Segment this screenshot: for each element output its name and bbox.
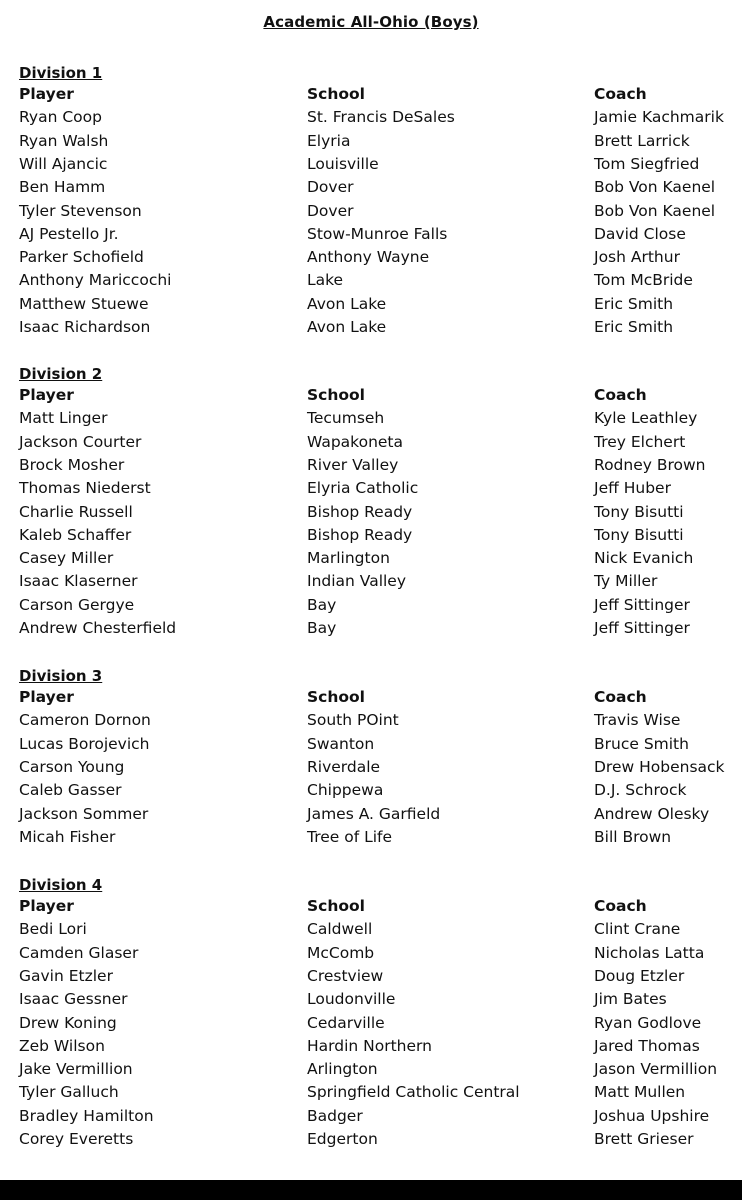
table-row — [0, 454, 742, 477]
player-cell: Ryan Coop — [19, 108, 102, 127]
school-cell: Badger — [307, 1106, 363, 1125]
table-row — [0, 942, 742, 965]
player-cell: Corey Everetts — [19, 1130, 134, 1148]
player-cell: Drew Koning — [19, 1013, 117, 1032]
table-row — [0, 1035, 742, 1058]
coach-cell: Eric Smith — [594, 294, 674, 313]
column-header-coach: Coach — [594, 386, 647, 404]
school-cell: Arlington — [307, 1060, 378, 1079]
column-header-school: School — [307, 85, 365, 103]
player-cell: Charlie Russell — [19, 502, 133, 521]
coach-cell: Tony Bisutti — [594, 525, 684, 544]
player-cell: Lucas Borojevich — [19, 734, 150, 753]
player-cell: Tyler Galluch — [19, 1083, 119, 1102]
school-cell: Crestview — [307, 966, 384, 985]
school-cell: Dover — [307, 201, 354, 220]
table-row — [0, 407, 742, 430]
table-row — [0, 988, 742, 1011]
table-row — [0, 594, 742, 617]
school-cell: Hardin Northern — [307, 1036, 432, 1055]
coach-cell: Jeff Sittinger — [594, 595, 690, 614]
player-cell: Gavin Etzler — [19, 966, 113, 985]
table-row — [0, 316, 742, 339]
player-cell: Cameron Dornon — [19, 711, 151, 730]
table-row — [0, 1058, 742, 1081]
player-cell: Matthew Stuewe — [19, 294, 149, 313]
table-row — [0, 709, 742, 732]
column-header-school: School — [307, 897, 365, 915]
column-header-player: Player — [19, 85, 74, 103]
column-header-row — [0, 895, 742, 918]
school-cell: Loudonville — [307, 990, 396, 1009]
table-row — [0, 176, 742, 199]
coach-cell: Brett Larrick — [594, 131, 690, 150]
table-row — [0, 501, 742, 524]
table-row — [0, 153, 742, 176]
table-row — [0, 1012, 742, 1035]
player-cell: Matt Linger — [19, 409, 108, 428]
table-row — [0, 1128, 742, 1151]
division-label: Division 4 — [19, 876, 103, 894]
column-header-row — [0, 83, 742, 106]
player-cell: Micah Fisher — [19, 827, 116, 846]
table-row — [0, 918, 742, 941]
coach-cell: Tom Siegfried — [594, 154, 700, 173]
coach-cell: Bob Von Kaenel — [594, 201, 716, 220]
player-cell: Tyler Stevenson — [19, 201, 142, 220]
table-row — [0, 269, 742, 292]
school-cell: Cedarville — [307, 1013, 385, 1032]
school-cell: Avon Lake — [307, 318, 387, 336]
coach-cell: Ty Miller — [594, 572, 658, 591]
school-cell: Tecumseh — [307, 409, 385, 428]
coach-cell: Jamie Kachmarik — [594, 108, 724, 127]
school-cell: Tree of Life — [307, 827, 393, 846]
coach-cell: Nicholas Latta — [594, 943, 705, 962]
school-cell: Dover — [307, 178, 354, 197]
column-header-player: Player — [19, 897, 74, 915]
division-label: Division 2 — [19, 365, 103, 383]
table-row — [0, 756, 742, 779]
table-row — [0, 617, 742, 640]
player-cell: Jackson Sommer — [19, 804, 149, 823]
coach-cell: Eric Smith — [594, 318, 674, 336]
school-cell: Swanton — [307, 734, 375, 753]
player-cell: Isaac Richardson — [19, 318, 151, 336]
column-header-player: Player — [19, 386, 74, 404]
table-row — [0, 477, 742, 500]
coach-cell: Clint Crane — [594, 920, 681, 939]
school-cell: Elyria Catholic — [307, 479, 419, 498]
table-row — [0, 547, 742, 570]
player-cell: Isaac Klaserner — [19, 572, 138, 591]
player-cell: Bradley Hamilton — [19, 1106, 154, 1125]
player-cell: Isaac Gessner — [19, 990, 128, 1009]
coach-cell: Bob Von Kaenel — [594, 178, 716, 197]
division-label: Division 1 — [19, 64, 103, 82]
table-row — [0, 1081, 742, 1104]
school-cell: Bishop Ready — [307, 525, 413, 544]
table-row — [0, 106, 742, 129]
table-row — [0, 524, 742, 547]
coach-cell: Trey Elchert — [594, 432, 686, 451]
bottom-black-bar — [0, 1180, 742, 1200]
player-cell: Ben Hamm — [19, 178, 106, 197]
school-cell: River Valley — [307, 455, 399, 474]
coach-cell: Nick Evanich — [594, 549, 694, 568]
player-cell: Zeb Wilson — [19, 1036, 105, 1055]
school-cell: Elyria — [307, 131, 351, 150]
coach-cell: Drew Hobensack — [594, 757, 725, 776]
coach-cell: Jim Bates — [594, 990, 667, 1009]
document-title: Academic All-Ohio (Boys) — [263, 13, 479, 31]
school-cell: McComb — [307, 943, 375, 962]
school-cell: Chippewa — [307, 781, 384, 800]
player-cell: Parker Schofield — [19, 248, 144, 267]
table-row — [0, 733, 742, 756]
coach-cell: Tom McBride — [594, 271, 693, 290]
school-cell: Wapakoneta — [307, 432, 404, 451]
coach-cell: Travis Wise — [594, 711, 681, 730]
school-cell: South POint — [307, 711, 399, 730]
player-cell: Anthony Mariccochi — [19, 271, 172, 290]
player-cell: Carson Gergye — [19, 595, 135, 614]
table-row — [0, 965, 742, 988]
player-cell: Brock Mosher — [19, 455, 125, 474]
column-header-school: School — [307, 386, 365, 404]
school-cell: Springfield Catholic Central — [307, 1083, 520, 1102]
column-header-school: School — [307, 688, 365, 706]
column-header-player: Player — [19, 688, 74, 706]
table-row — [0, 803, 742, 826]
player-cell: Thomas Niederst — [19, 479, 151, 498]
school-cell: Bay — [307, 619, 337, 637]
player-cell: Jackson Courter — [19, 432, 142, 451]
table-row — [0, 779, 742, 802]
player-cell: Andrew Chesterfield — [19, 619, 177, 637]
column-header-row — [0, 384, 742, 407]
coach-cell: Andrew Olesky — [594, 804, 710, 823]
school-cell: St. Francis DeSales — [307, 108, 455, 127]
table-row — [0, 223, 742, 246]
player-cell: Will Ajancic — [19, 154, 108, 173]
school-cell: Stow-Munroe Falls — [307, 224, 448, 243]
coach-cell: Kyle Leathley — [594, 409, 698, 428]
coach-cell: Doug Etzler — [594, 966, 685, 985]
table-row — [0, 431, 742, 454]
division-label: Division 3 — [19, 667, 103, 685]
coach-cell: D.J. Schrock — [594, 781, 687, 800]
player-cell: Ryan Walsh — [19, 131, 109, 150]
player-cell: Caleb Gasser — [19, 781, 122, 800]
coach-cell: David Close — [594, 224, 686, 243]
coach-cell: Joshua Upshire — [594, 1106, 710, 1125]
school-cell: Lake — [307, 271, 344, 290]
school-cell: Edgerton — [307, 1130, 378, 1148]
coach-cell: Brett Grieser — [594, 1130, 694, 1148]
table-row — [0, 1105, 742, 1128]
coach-cell: Ryan Godlove — [594, 1013, 702, 1032]
player-cell: Jake Vermillion — [19, 1060, 133, 1079]
school-cell: Indian Valley — [307, 572, 407, 591]
school-cell: Bay — [307, 595, 337, 614]
player-cell: Casey Miller — [19, 549, 114, 568]
school-cell: Caldwell — [307, 920, 373, 939]
player-cell: Carson Young — [19, 757, 125, 776]
player-cell: Camden Glaser — [19, 943, 139, 962]
school-cell: Louisville — [307, 154, 379, 173]
coach-cell: Rodney Brown — [594, 455, 706, 474]
coach-cell: Matt Mullen — [594, 1083, 686, 1102]
player-cell: Kaleb Schaffer — [19, 525, 132, 544]
coach-cell: Josh Arthur — [594, 248, 680, 267]
table-row — [0, 246, 742, 269]
table-row — [0, 826, 742, 849]
coach-cell: Jeff Sittinger — [594, 619, 690, 637]
player-cell: AJ Pestello Jr. — [19, 224, 119, 243]
coach-cell: Jared Thomas — [594, 1036, 700, 1055]
table-row — [0, 130, 742, 153]
coach-cell: Bruce Smith — [594, 734, 689, 753]
table-row — [0, 570, 742, 593]
school-cell: James A. Garfield — [307, 804, 441, 823]
table-row — [0, 293, 742, 316]
column-header-coach: Coach — [594, 897, 647, 915]
table-row — [0, 200, 742, 223]
school-cell: Riverdale — [307, 757, 381, 776]
column-header-coach: Coach — [594, 85, 647, 103]
school-cell: Anthony Wayne — [307, 248, 430, 267]
school-cell: Bishop Ready — [307, 502, 413, 521]
school-cell: Marlington — [307, 549, 390, 568]
column-header-row — [0, 686, 742, 709]
coach-cell: Jason Vermillion — [594, 1060, 718, 1079]
school-cell: Avon Lake — [307, 294, 387, 313]
coach-cell: Bill Brown — [594, 827, 672, 846]
coach-cell: Jeff Huber — [594, 479, 671, 498]
column-header-coach: Coach — [594, 688, 647, 706]
player-cell: Bedi Lori — [19, 920, 87, 939]
coach-cell: Tony Bisutti — [594, 502, 684, 521]
